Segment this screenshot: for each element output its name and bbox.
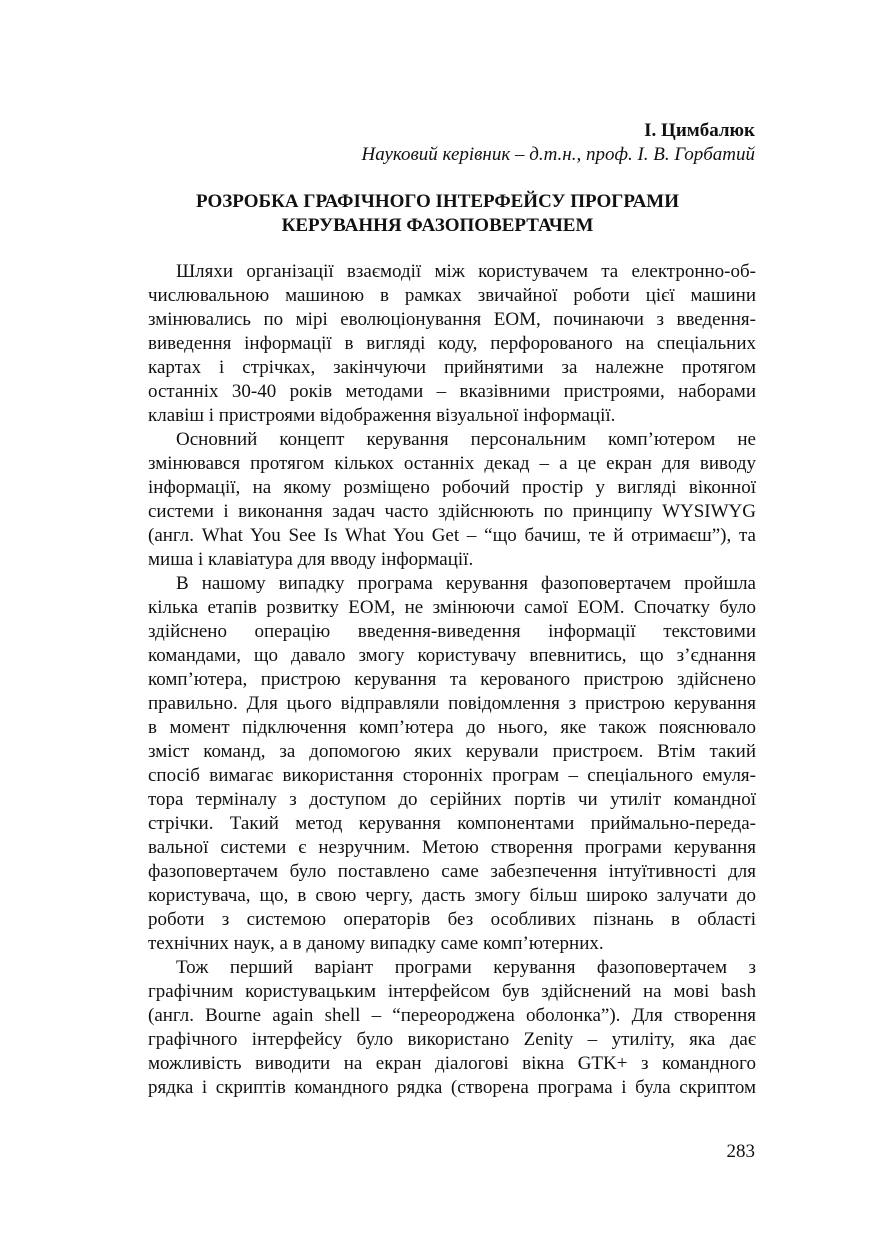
text-line: користувача, що, в свою чергу, дасть змогу більш широко залучати до	[148, 885, 756, 906]
text-line: здійснено операцію введення-виведення інформації текстовими	[148, 621, 756, 642]
text-line: клавіш і пристроями відображення візуальної інформації.	[148, 405, 616, 426]
text-line: інформації, на якому розміщено робочий простір у вигляді віконної	[148, 477, 756, 498]
title-line: РОЗРОБКА ГРАФІЧНОГО ІНТЕРФЕЙСУ ПРОГРАМИ	[195, 191, 679, 212]
text-line: фазоповертачем було поставлено саме забезпечення інтуїтивності для	[148, 861, 756, 882]
scientific-supervisor: Науковий керівник – д.т.н., проф. І. В. Горбатий	[361, 144, 755, 165]
article-body	[120, 260, 756, 1100]
article-title	[120, 190, 755, 238]
text-line: стрічки. Такий метод керування компонентами приймально-переда-	[148, 813, 756, 834]
text-line: виведення інформації в вигляді коду, перфорованого на спеціальних	[148, 333, 756, 354]
text-line: (англ. What You See Is What You Get – “що бачиш, те й отримаєш”), та	[148, 525, 756, 546]
text-line: комп’ютера, пристрою керування та керованого пристрою здійснено	[148, 669, 756, 690]
text-line: можливість виводити на екран діалогові вікна GTK+ з командного	[148, 1053, 756, 1074]
paragraph	[120, 428, 756, 572]
text-line: рядка і скриптів командного рядка (створена програма і була скриптом	[148, 1077, 756, 1098]
text-line: миша і клавіатура для вводу інформації.	[148, 549, 474, 570]
text-line: Тож перший варіант програми керування фазоповертачем з	[176, 957, 756, 978]
text-line: технічних наук, а в даному випадку саме комп’ютерних.	[148, 933, 604, 954]
text-line: роботи з системою операторів без особливих пізнань в області	[148, 909, 756, 930]
text-line: вальної системи є незручним. Метою створення програми керування	[148, 837, 756, 858]
paragraph	[120, 572, 756, 956]
text-line: картах і стрічках, закінчуючи прийнятими за належне протягом	[148, 357, 756, 378]
paragraph	[120, 956, 756, 1100]
text-line: системи і виконання задач часто здійснюють по принципу WYSIWYG	[148, 501, 756, 522]
title-line: КЕРУВАННЯ ФАЗОПОВЕРТАЧЕМ	[281, 215, 594, 236]
text-line: командами, що давало змогу користувачу впевнитись, що з’єднання	[148, 645, 756, 666]
text-line: (англ. Bourne again shell – “переороджена оболонка”). Для створення	[148, 1005, 756, 1026]
text-line: графічним користувацьким інтерфейсом був здійснений на мові bash	[148, 981, 756, 1002]
text-line: Шляхи організації взаємодії між користувачем та електронно-об-	[176, 261, 756, 282]
text-line: числювальною машиною в рамках звичайної роботи цієї машини	[148, 285, 756, 306]
text-line: правильно. Для цього відправляли повідомлення з пристрою керування	[148, 693, 756, 714]
text-line: в момент підключення комп’ютера до нього, яке також пояснювало	[148, 717, 756, 738]
text-line: кілька етапів розвитку ЕОМ, не змінюючи самої ЕОМ. Спочатку було	[148, 597, 756, 618]
text-line: змінювався протягом кількох останніх декад – а це екран для виводу	[148, 453, 756, 474]
text-line: змінювались по мірі еволюціонування ЕОМ, починаючи з введення-	[148, 309, 756, 330]
text-line: Основний концепт керування персональним комп’ютером не	[176, 429, 756, 450]
text-line: графічного інтерфейсу було використано Zenity – утиліту, яка дає	[148, 1029, 756, 1050]
text-line: В нашому випадку програма керування фазоповертачем пройшла	[176, 573, 756, 594]
paragraph	[120, 260, 756, 428]
text-line: зміст команд, за допомогою яких керували пристроєм. Втім такий	[148, 741, 756, 762]
author-name: І. Цимбалюк	[644, 120, 755, 141]
page-number: 283	[726, 1141, 755, 1162]
text-line: спосіб вимагає використання сторонніх програм – спеціального емуля-	[148, 765, 756, 786]
text-line: останніх 30-40 років методами – вказівними пристроями, наборами	[148, 381, 756, 402]
text-line: тора терміналу з доступом до серійних портів чи утиліт командної	[148, 789, 756, 810]
